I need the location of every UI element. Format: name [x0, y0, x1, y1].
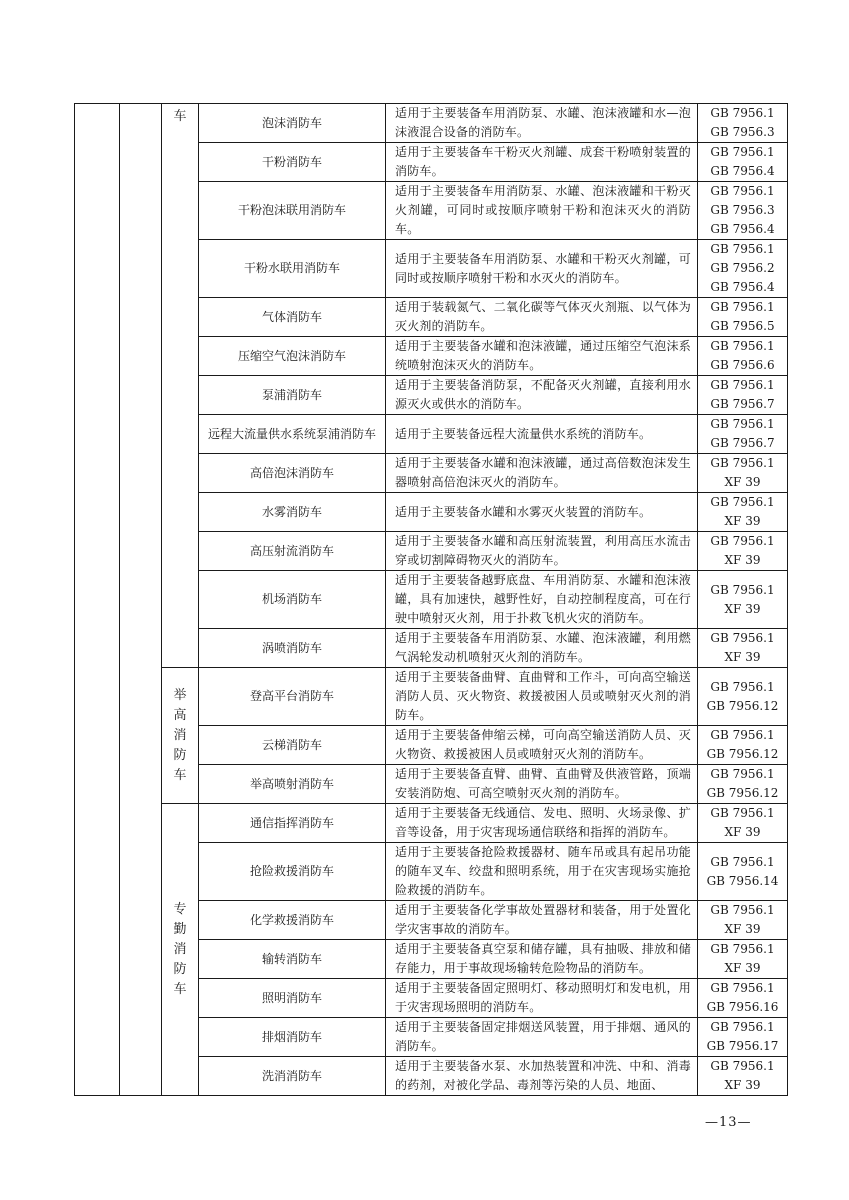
- standard-code: GB 7956.1: [710, 378, 775, 392]
- table-row: [75, 104, 788, 143]
- standard-code: XF 39: [724, 922, 761, 936]
- vehicle-name: 云梯消防车: [199, 726, 386, 765]
- vehicle-description: 适用于主要装备伸缩云梯，可向高空输送消防人员、灭火物资、救援被困人员或喷射灭火剂的消防车。: [386, 726, 698, 765]
- standard-code: GB 7956.6: [710, 358, 775, 372]
- vehicle-description: 适用于主要装备水罐和高压射流装置，利用高压水流击穿或切割障碍物灭火的消防车。: [386, 532, 698, 571]
- table-row: [75, 804, 788, 843]
- standard-code: GB 7956.4: [710, 164, 775, 178]
- standard-code: GB 7956.1: [710, 903, 775, 917]
- vehicle-description: 适用于主要装备固定照明灯、移动照明灯和发电机，用于灾害现场照明的消防车。: [386, 979, 698, 1018]
- vehicle-description: 适用于主要装备车用消防泵、水罐和干粉灭火剂罐，可同时或按顺序喷射干粉和水灭火的消防车。: [386, 240, 698, 298]
- standard-code: XF 39: [724, 601, 761, 616]
- standard-code: GB 7956.1: [710, 106, 775, 120]
- vehicle-description: 适用于装载氮气、二氧化碳等气体灭火剂瓶、以气体为灭火剂的消防车。: [386, 298, 698, 337]
- vehicle-name: 照明消防车: [199, 979, 386, 1018]
- vehicle-description: 适用于主要装备抢险救援器材、随车吊或具有起吊功能的随车叉车、绞盘和照明系统，用于在灾害现场实施抢险救援的消防车。: [386, 843, 698, 901]
- standard-code: XF 39: [724, 1078, 761, 1092]
- standard-codes: [698, 901, 788, 940]
- standard-code: GB 7956.3: [710, 125, 775, 139]
- standard-code: GB 7956.17: [706, 1039, 779, 1053]
- vehicle-name: 输转消防车: [199, 940, 386, 979]
- standard-code: GB 7956.1: [710, 854, 775, 869]
- vehicle-description: 适用于主要装备远程大流量供水系统的消防车。: [386, 415, 698, 454]
- vehicle-name: 举高喷射消防车: [199, 765, 386, 804]
- standard-codes: [698, 104, 788, 143]
- standard-codes: [698, 1057, 788, 1096]
- standard-code: GB 7956.12: [706, 747, 779, 761]
- vehicle-name: 远程大流量供水系统泵浦消防车: [199, 415, 386, 454]
- standard-code: GB 7956.1: [710, 582, 775, 597]
- standard-codes: [698, 940, 788, 979]
- standard-code: GB 7956.1: [710, 456, 775, 470]
- vehicle-description: 适用于主要装备水罐和水雾灭火装置的消防车。: [386, 493, 698, 532]
- vehicle-description: 适用于主要装备越野底盘、车用消防泵、水罐和泡沫液罐，具有加速快，越野性好，自动控制程度高，可在行驶中喷射灭火剂，用于扑救飞机火灾的消防车。: [386, 571, 698, 629]
- standard-code: GB 7956.5: [710, 319, 775, 333]
- vehicle-name: 高倍泡沫消防车: [199, 454, 386, 493]
- standard-code: GB 7956.1: [710, 242, 775, 256]
- standard-codes: [698, 843, 788, 901]
- category-label: 专勤消防车: [173, 901, 187, 997]
- standard-codes: [698, 1018, 788, 1057]
- standard-codes: [698, 376, 788, 415]
- standard-code: GB 7956.1: [710, 631, 775, 645]
- standard-codes: [698, 337, 788, 376]
- standard-code: GB 7956.14: [706, 873, 779, 888]
- standard-code: XF 39: [724, 825, 761, 839]
- vehicle-description: 适用于主要装备车用消防泵、水罐、泡沫液罐和干粉灭火剂罐，可同时或按顺序喷射干粉和泡沫灭火的消防车。: [386, 182, 698, 240]
- vehicle-description: 适用于主要装备固定排烟送风装置，用于排烟、通风的消防车。: [386, 1018, 698, 1057]
- standard-codes: [698, 532, 788, 571]
- standard-codes: [698, 668, 788, 726]
- standard-code: GB 7956.1: [710, 339, 775, 353]
- standard-code: GB 7956.1: [710, 495, 775, 509]
- vehicle-description: 适用于主要装备水泵、水加热装置和冲洗、中和、消毒的药剂，对被化学品、毒剂等污染的人员、地面、: [386, 1057, 698, 1096]
- standard-codes: [698, 979, 788, 1018]
- vehicle-name: 水雾消防车: [199, 493, 386, 532]
- standard-code: GB 7956.1: [710, 1059, 775, 1073]
- standard-code: GB 7956.7: [710, 436, 775, 450]
- vehicle-name: 气体消防车: [199, 298, 386, 337]
- category-label: 车: [173, 109, 187, 124]
- standard-code: GB 7956.1: [710, 417, 775, 431]
- standard-codes: [698, 454, 788, 493]
- category-cell: [162, 804, 199, 1096]
- vehicle-name: 高压射流消防车: [199, 532, 386, 571]
- col-2-cell: [120, 104, 162, 1096]
- category-cell: [162, 668, 199, 804]
- vehicle-name: 涡喷消防车: [199, 629, 386, 668]
- standard-code: XF 39: [724, 961, 761, 975]
- standard-code: XF 39: [724, 514, 761, 528]
- page-number: —13—: [705, 1115, 752, 1130]
- standard-code: GB 7956.1: [710, 534, 775, 548]
- table-body: [75, 104, 788, 1096]
- vehicle-name: 排烟消防车: [199, 1018, 386, 1057]
- standard-codes: [698, 765, 788, 804]
- standard-code: GB 7956.7: [710, 397, 775, 411]
- vehicle-description: 适用于主要装备消防泵，不配备灭火剂罐，直接利用水源灭火或供水的消防车。: [386, 376, 698, 415]
- vehicle-name: 泡沫消防车: [199, 104, 386, 143]
- vehicle-description: 适用于主要装备曲臂、直曲臂和工作斗，可向高空输送消防人员、灭火物资、救援被困人员或喷射灭火剂的消防车。: [386, 668, 698, 726]
- standard-codes: [698, 571, 788, 629]
- standard-codes: [698, 629, 788, 668]
- vehicle-name: 洗消消防车: [199, 1057, 386, 1096]
- standard-codes: [698, 182, 788, 240]
- standard-code: GB 7956.16: [706, 1000, 779, 1014]
- vehicle-description: 适用于主要装备车用消防泵、水罐、泡沫液罐和水—泡沫液混合设备的消防车。: [386, 104, 698, 143]
- standard-codes: [698, 804, 788, 843]
- vehicle-name: 干粉消防车: [199, 143, 386, 182]
- standard-code: GB 7956.4: [710, 280, 775, 294]
- standard-codes: [698, 415, 788, 454]
- standard-code: GB 7956.1: [710, 942, 775, 956]
- vehicle-standards-table: [74, 103, 788, 1096]
- vehicle-description: 适用于主要装备水罐和泡沫液罐，通过高倍数泡沫发生器喷射高倍泡沫灭火的消防车。: [386, 454, 698, 493]
- standard-code: GB 7956.1: [710, 728, 775, 742]
- standard-code: GB 7956.3: [710, 203, 775, 217]
- table-row: [75, 668, 788, 726]
- standard-codes: [698, 298, 788, 337]
- standard-codes: [698, 240, 788, 298]
- vehicle-description: 适用于主要装备直臂、曲臂、直曲臂及供液管路，顶端安装消防炮、可高空喷射灭火剂的消防车。: [386, 765, 698, 804]
- standard-code: XF 39: [724, 475, 761, 489]
- vehicle-description: 适用于主要装备无线通信、发电、照明、火场录像、扩音等设备，用于灾害现场通信联络和指挥的消防车。: [386, 804, 698, 843]
- standard-code: GB 7956.1: [710, 679, 775, 694]
- standard-codes: [698, 726, 788, 765]
- standard-code: GB 7956.1: [710, 145, 775, 159]
- standard-code: GB 7956.1: [710, 981, 775, 995]
- vehicle-name: 干粉泡沫联用消防车: [199, 182, 386, 240]
- standard-code: XF 39: [724, 553, 761, 567]
- standard-code: GB 7956.1: [710, 300, 775, 314]
- vehicle-name: 压缩空气泡沫消防车: [199, 337, 386, 376]
- vehicle-name: 化学救援消防车: [199, 901, 386, 940]
- col-1-cell: [75, 104, 120, 1096]
- standard-code: GB 7956.12: [706, 786, 779, 800]
- category-label: 举高消防车: [173, 687, 187, 783]
- vehicle-description: 适用于主要装备化学事故处置器材和装备，用于处置化学灾害事故的消防车。: [386, 901, 698, 940]
- vehicle-description: 适用于主要装备车干粉灭火剂罐、成套干粉喷射装置的消防车。: [386, 143, 698, 182]
- standard-codes: [698, 143, 788, 182]
- standard-code: GB 7956.2: [710, 261, 775, 275]
- vehicle-description: 适用于主要装备水罐和泡沫液罐，通过压缩空气泡沫系统喷射泡沫灭火的消防车。: [386, 337, 698, 376]
- standard-code: GB 7956.1: [710, 184, 775, 198]
- standard-code: GB 7956.1: [710, 806, 775, 820]
- vehicle-name: 干粉水联用消防车: [199, 240, 386, 298]
- vehicle-name: 登高平台消防车: [199, 668, 386, 726]
- vehicle-name: 泵浦消防车: [199, 376, 386, 415]
- category-cell: [162, 104, 199, 668]
- standard-codes: [698, 493, 788, 532]
- vehicle-name: 机场消防车: [199, 571, 386, 629]
- vehicle-name: 通信指挥消防车: [199, 804, 386, 843]
- vehicle-name: 抢险救援消防车: [199, 843, 386, 901]
- standard-code: GB 7956.1: [710, 1020, 775, 1034]
- vehicle-description: 适用于主要装备真空泵和储存罐，具有抽吸、排放和储存能力，用于事故现场输转危险物品的消防车。: [386, 940, 698, 979]
- vehicle-description: 适用于主要装备车用消防泵、水罐、泡沫液罐，利用燃气涡轮发动机喷射灭火剂的消防车。: [386, 629, 698, 668]
- standard-code: GB 7956.12: [706, 698, 779, 713]
- standard-code: GB 7956.4: [710, 222, 775, 236]
- standard-code: GB 7956.1: [710, 767, 775, 781]
- standard-code: XF 39: [724, 650, 761, 664]
